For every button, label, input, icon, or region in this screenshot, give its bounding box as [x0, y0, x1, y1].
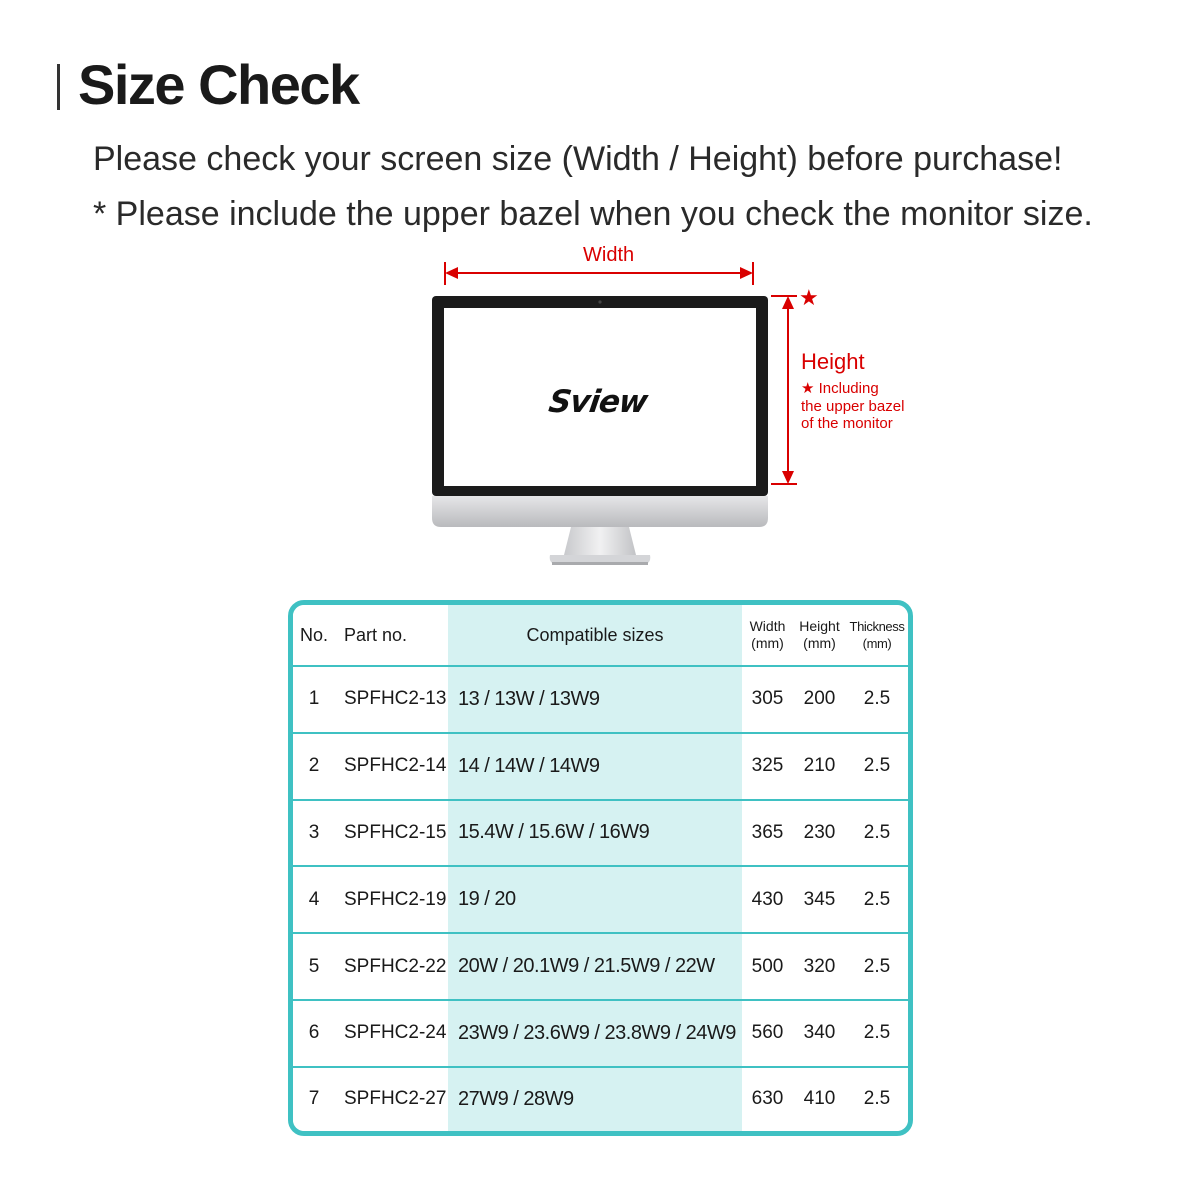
cell-height: 230	[793, 800, 846, 867]
cell-width: 430	[742, 866, 793, 933]
cell-width: 305	[742, 666, 793, 733]
cell-no: 6	[293, 1000, 335, 1067]
table-row	[293, 666, 908, 733]
header-thickness-unit: (mm)	[862, 636, 892, 651]
cell-width: 630	[742, 1067, 793, 1131]
height-label: Height	[801, 349, 865, 374]
cell-compatible-sizes: 27W9 / 28W9	[448, 1067, 742, 1131]
header-thickness-label: Thickness	[849, 619, 905, 634]
cell-part-no: SPFHC2-15	[335, 800, 448, 867]
table-row	[293, 733, 908, 800]
note-line: * Please include the upper bazel when you check the monitor size.	[93, 195, 1093, 233]
cell-width: 500	[742, 933, 793, 1000]
cell-no: 7	[293, 1067, 335, 1131]
table-header-row	[293, 605, 908, 666]
cell-no: 5	[293, 933, 335, 1000]
cell-compatible-sizes: 20W / 20.1W9 / 21.5W9 / 22W	[448, 933, 742, 1000]
size-table-grid	[293, 605, 908, 1131]
header-compatible-sizes: Compatible sizes	[448, 605, 742, 666]
cell-no: 4	[293, 866, 335, 933]
size-table	[288, 600, 913, 1136]
height-dimension-arrow	[771, 296, 797, 484]
cell-no: 3	[293, 800, 335, 867]
header-height-label: Height	[799, 618, 840, 634]
header-height-unit: (mm)	[803, 635, 836, 651]
cell-height: 340	[793, 1000, 846, 1067]
star-icon: ★	[799, 285, 819, 310]
cell-compatible-sizes: 19 / 20	[448, 866, 742, 933]
cell-thickness: 2.5	[846, 733, 908, 800]
header-width-label: Width	[749, 618, 786, 634]
cell-height: 200	[793, 666, 846, 733]
cell-part-no: SPFHC2-14	[335, 733, 448, 800]
cell-part-no: SPFHC2-19	[335, 866, 448, 933]
table-row	[293, 866, 908, 933]
cell-compatible-sizes: 14 / 14W / 14W9	[448, 733, 742, 800]
cell-compatible-sizes: 23W9 / 23.6W9 / 23.8W9 / 24W9	[448, 1000, 742, 1067]
header-thickness	[846, 605, 908, 666]
cell-part-no: SPFHC2-27	[335, 1067, 448, 1131]
cell-thickness: 2.5	[846, 933, 908, 1000]
height-note-line: the upper bazel	[801, 397, 905, 415]
page-title: Size Check	[78, 53, 359, 116]
cell-thickness: 2.5	[846, 866, 908, 933]
height-note-line: ★ Including	[801, 380, 879, 397]
cell-thickness: 2.5	[846, 1000, 908, 1067]
height-note	[801, 380, 904, 433]
cell-part-no: SPFHC2-24	[335, 1000, 448, 1067]
cell-thickness: 2.5	[846, 666, 908, 733]
cell-height: 345	[793, 866, 846, 933]
instruction-line: Please check your screen size (Width / Height) before purchase!	[93, 140, 1063, 178]
cell-width: 560	[742, 1000, 793, 1067]
cell-no: 1	[293, 666, 335, 733]
monitor-illustration	[432, 296, 768, 565]
table-row	[293, 1000, 908, 1067]
height-note-line: of the monitor	[801, 415, 893, 432]
cell-height: 210	[793, 733, 846, 800]
cell-compatible-sizes: 13 / 13W / 13W9	[448, 666, 742, 733]
table-row	[293, 933, 908, 1000]
table-row	[293, 800, 908, 867]
cell-thickness: 2.5	[846, 800, 908, 867]
width-label: Width	[583, 244, 635, 266]
cell-height: 320	[793, 933, 846, 1000]
header-width-unit: (mm)	[751, 635, 784, 651]
header-height	[793, 605, 846, 666]
cell-width: 325	[742, 733, 793, 800]
header-part-no: Part no.	[335, 605, 448, 666]
header-width	[742, 605, 793, 666]
cell-part-no: SPFHC2-13	[335, 666, 448, 733]
cell-compatible-sizes: 15.4W / 15.6W / 16W9	[448, 800, 742, 867]
cell-no: 2	[293, 733, 335, 800]
cell-part-no: SPFHC2-22	[335, 933, 448, 1000]
cell-thickness: 2.5	[846, 1067, 908, 1131]
cell-width: 365	[742, 800, 793, 867]
cell-height: 410	[793, 1067, 846, 1131]
header-no: No.	[293, 605, 335, 666]
sview-logo: Sview	[546, 384, 650, 420]
table-row	[293, 1067, 908, 1131]
